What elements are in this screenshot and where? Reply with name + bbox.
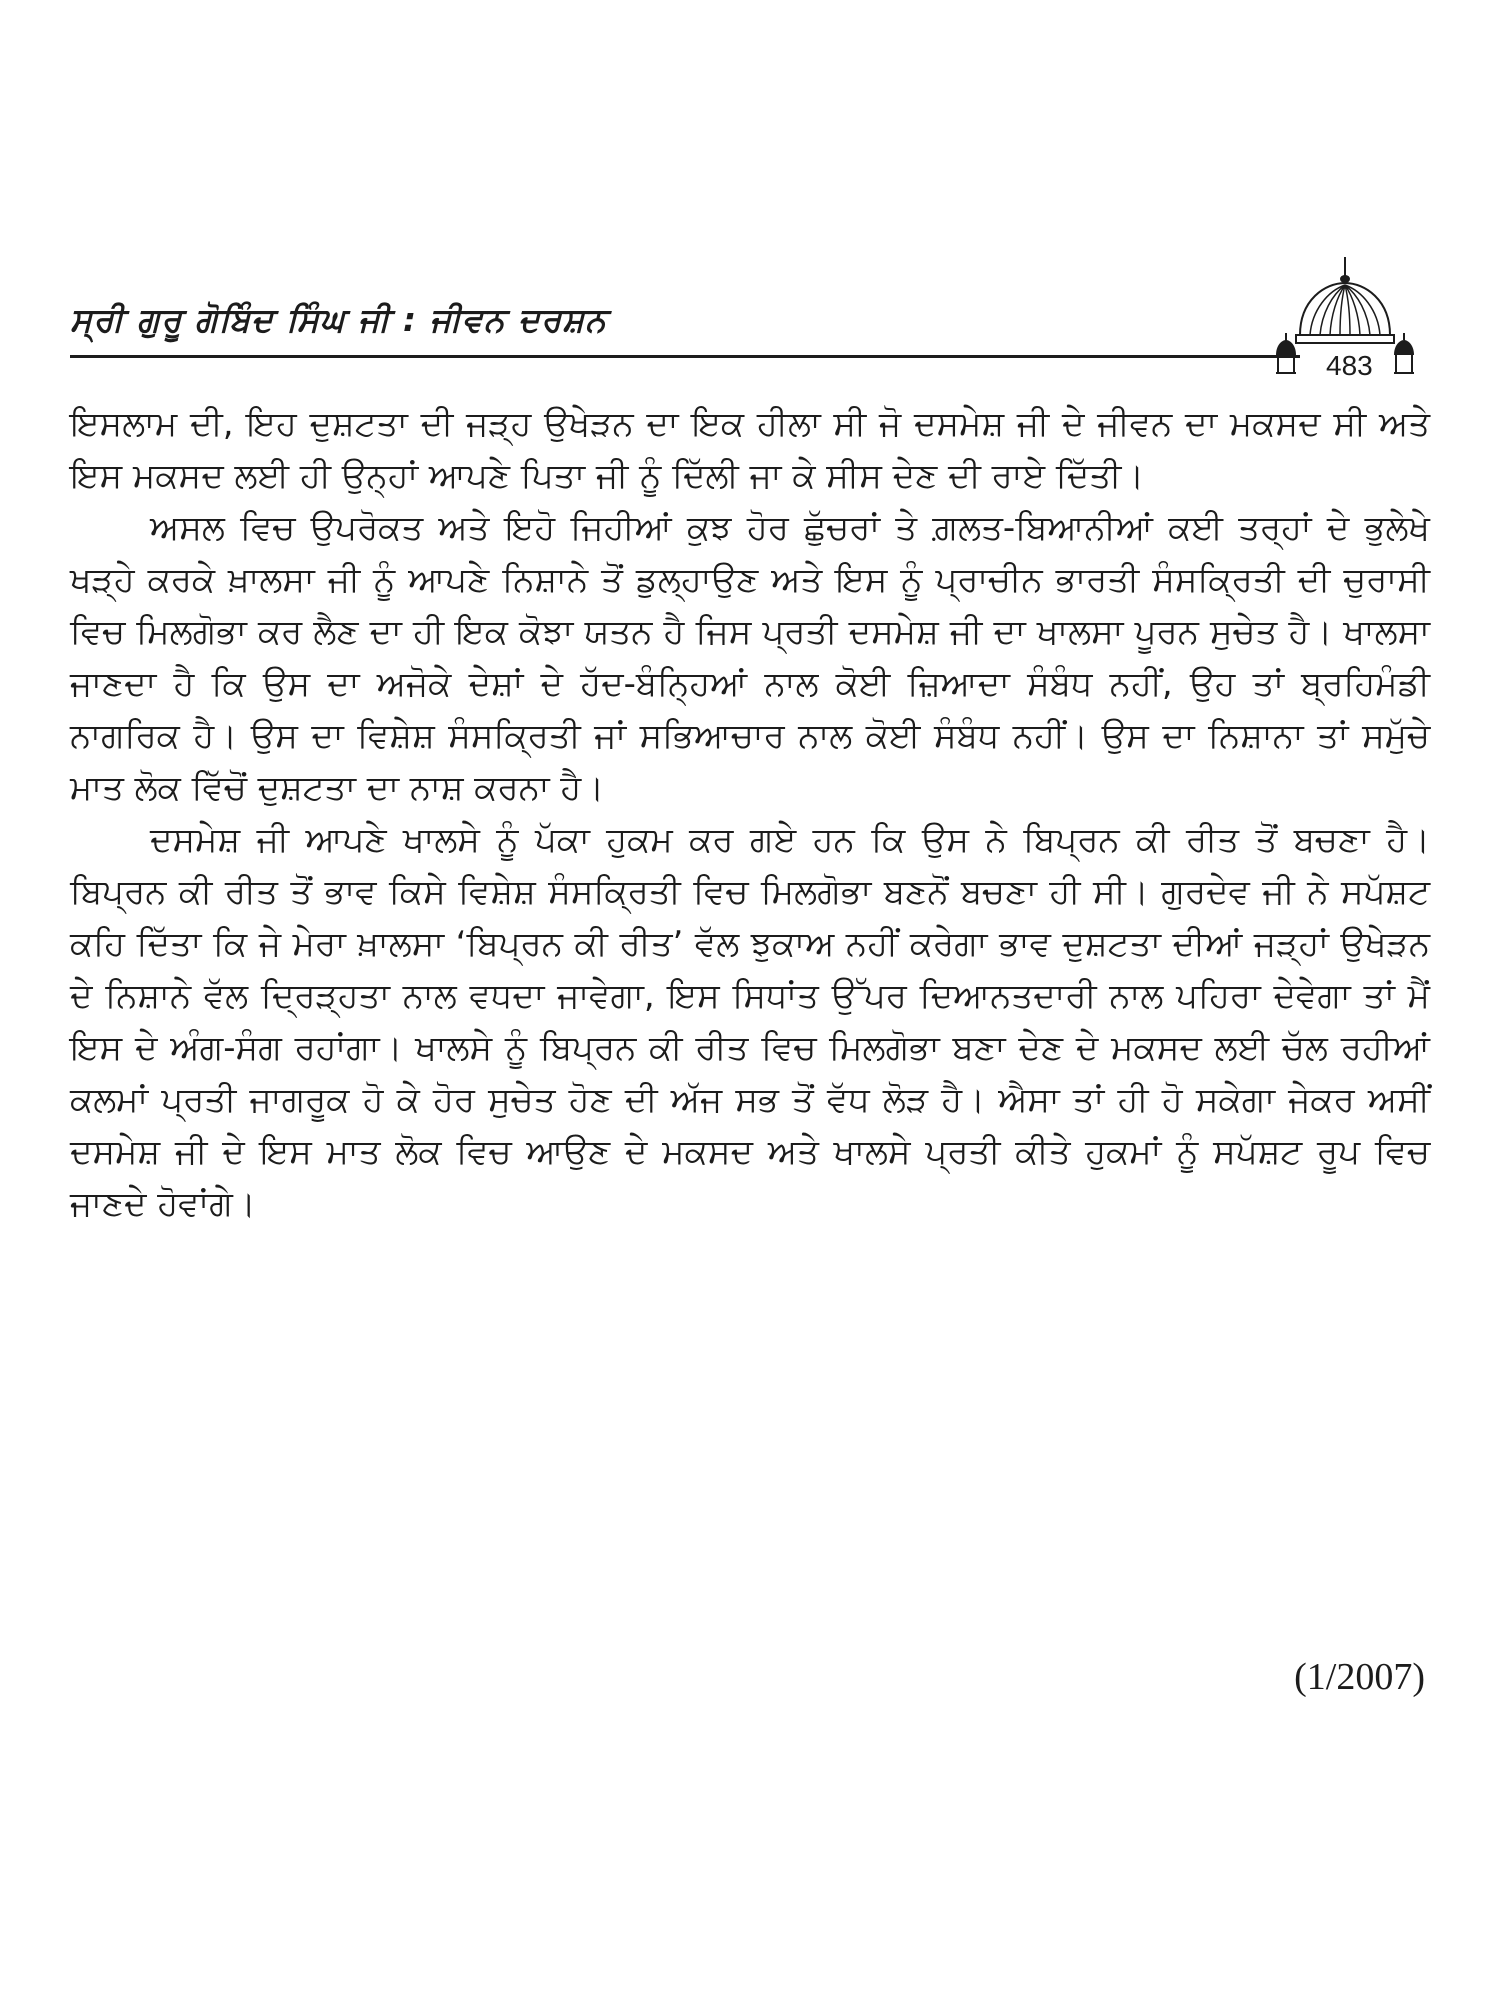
page-number: 483 <box>1326 350 1373 381</box>
running-head-title: ਸ੍ਰੀ ਗੁਰੂ ਗੋਬਿੰਦ ਸਿੰਘ ਜੀ : ਜੀਵਨ ਦਰਸ਼ਨ <box>70 300 607 339</box>
date-note: (1/2007) <box>1294 1656 1425 1698</box>
header-rule <box>70 355 1300 358</box>
paragraph: ਦਸਮੇਸ਼ ਜੀ ਆਪਣੇ ਖਾਲਸੇ ਨੂੰ ਪੱਕਾ ਹੁਕਮ ਕਰ ਗਏ ਹਨ ਕਿ ਉਸ ਨੇ ਬਿਪ੍ਰਨ ਕੀ ਰੀਤ ਤੋਂ ਬਚਣਾ ਹੈ। ਬਿਪ੍ਰਨ ਕੀ ਰੀਤ ਤੋਂ ਭਾਵ ਕਿਸੇ ਵਿਸ਼ੇਸ਼ ਸੰਸਕ੍ਰਿਤੀ ਵਿਚ ਮਿਲਗੋਭਾ ਬਣਨੋਂ ਬਚਣਾ ਹੀ ਸੀ। ਗੁਰਦੇਵ ਜੀ ਨੇ ਸਪੱਸ਼ਟ ਕਹਿ ਦਿੱਤਾ ਕਿ ਜੇ ਮੇਰਾ ਖ਼ਾਲਸਾ ‘ਬਿਪ੍ਰਨ ਕੀ ਰੀਤ’ ਵੱਲ ਝੁਕਾਅ ਨਹੀਂ ਕਰੇਗਾ ਭਾਵ ਦੁਸ਼ਟਤਾ ਦੀਆਂ ਜੜ੍ਹਾਂ ਉਖੇੜਨ ਦੇ ਨਿਸ਼ਾਨੇ ਵੱਲ ਦ੍ਰਿੜ੍ਹਤਾ ਨਾਲ ਵਧਦਾ ਜਾਵੇਗਾ, ਇਸ ਸਿਧਾਂਤ ਉੱਪਰ ਦਿਆਨਤਦਾਰੀ ਨਾਲ ਪਹਿਰਾ ਦੇਵੇਗਾ ਤਾਂ ਮੈਂ ਇਸ ਦੇ ਅੰਗ-ਸੰਗ ਰਹਾਂਗਾ। ਖਾਲਸੇ ਨੂੰ ਬਿਪ੍ਰਨ ਕੀ ਰੀਤ ਵਿਚ ਮਿਲਗੋਭਾ ਬਣਾ ਦੇਣ ਦੇ ਮਕਸਦ ਲਈ ਚੱਲ ਰਹੀਆਂ ਕਲਮਾਂ ਪ੍ਰਤੀ ਜਾਗਰੂਕ ਹੋ ਕੇ ਹੋਰ ਸੁਚੇਤ ਹੋਣ ਦੀ ਅੱਜ ਸਭ ਤੋਂ ਵੱਧ ਲੋੜ ਹੈ। ਐਸਾ ਤਾਂ ਹੀ ਹੋ ਸਕੇਗਾ ਜੇਕਰ ਅਸੀਂ ਦਸਮੇਸ਼ ਜੀ ਦੇ ਇਸ ਮਾਤ ਲੋਕ ਵਿਚ ਆਉਣ ਦੇ ਮਕਸਦ ਅਤੇ ਖਾਲਸੇ ਪ੍ਰਤੀ ਕੀਤੇ ਹੁਕਮਾਂ ਨੂੰ ਸਪੱਸ਼ਟ ਰੂਪ ਵਿਚ ਜਾਣਦੇ ਹੋਵਾਂਗੇ। <box>70 820 1430 1224</box>
paragraph: ਇਸਲਾਮ ਦੀ, ਇਹ ਦੁਸ਼ਟਤਾ ਦੀ ਜੜ੍ਹ ਉਖੇੜਨ ਦਾ ਇਕ ਹੀਲਾ ਸੀ ਜੋ ਦਸਮੇਸ਼ ਜੀ ਦੇ ਜੀਵਨ ਦਾ ਮਕਸਦ ਸੀ ਅਤੇ ਇਸ ਮਕਸਦ ਲਈ ਹੀ ਉਨ੍ਹਾਂ ਆਪਣੇ ਪਿਤਾ ਜੀ ਨੂੰ ਦਿੱਲੀ ਜਾ ਕੇ ਸੀਸ ਦੇਣ ਦੀ ਰਾਏ ਦਿੱਤੀ। <box>70 404 1430 496</box>
paragraph: ਅਸਲ ਵਿਚ ਉਪਰੋਕਤ ਅਤੇ ਇਹੋ ਜਿਹੀਆਂ ਕੁਝ ਹੋਰ ਛੁੱਚਰਾਂ ਤੇ ਗ਼ਲਤ-ਬਿਆਨੀਆਂ ਕਈ ਤਰ੍ਹਾਂ ਦੇ ਭੁਲੇਖੇ ਖੜ੍ਹੇ ਕਰਕੇ ਖ਼ਾਲਸਾ ਜੀ ਨੂੰ ਆਪਣੇ ਨਿਸ਼ਾਨੇ ਤੋਂ ਡੁਲ੍ਹਾਉਣ ਅਤੇ ਇਸ ਨੂੰ ਪ੍ਰਾਚੀਨ ਭਾਰਤੀ ਸੰਸਕ੍ਰਿਤੀ ਦੀ ਚੁਰਾਸੀ ਵਿਚ ਮਿਲਗੋਭਾ ਕਰ ਲੈਣ ਦਾ ਹੀ ਇਕ ਕੋਝਾ ਯਤਨ ਹੈ ਜਿਸ ਪ੍ਰਤੀ ਦਸਮੇਸ਼ ਜੀ ਦਾ ਖਾਲਸਾ ਪੂਰਨ ਸੁਚੇਤ ਹੈ। ਖਾਲਸਾ ਜਾਣਦਾ ਹੈ ਕਿ ਉਸ ਦਾ ਅਜੋਕੇ ਦੇਸ਼ਾਂ ਦੇ ਹੱਦ-ਬੰਨ੍ਹਿਆਂ ਨਾਲ ਕੋਈ ਜ਼ਿਆਦਾ ਸੰਬੰਧ ਨਹੀਂ, ਉਹ ਤਾਂ ਬ੍ਰਹਿਮੰਡੀ ਨਾਗਰਿਕ ਹੈ। ਉਸ ਦਾ ਵਿਸ਼ੇਸ਼ ਸੰਸਕ੍ਰਿਤੀ ਜਾਂ ਸਭਿਆਚਾਰ ਨਾਲ ਕੋਈ ਸੰਬੰਧ ਨਹੀਂ। ਉਸ ਦਾ ਨਿਸ਼ਾਨਾ ਤਾਂ ਸਮੁੱਚੇ ਮਾਤ ਲੋਕ ਵਿੱਚੋਂ ਦੁਸ਼ਟਤਾ ਦਾ ਨਾਸ਼ ਕਰਨਾ ਹੈ। <box>70 508 1430 808</box>
body-text <box>70 398 1430 1230</box>
